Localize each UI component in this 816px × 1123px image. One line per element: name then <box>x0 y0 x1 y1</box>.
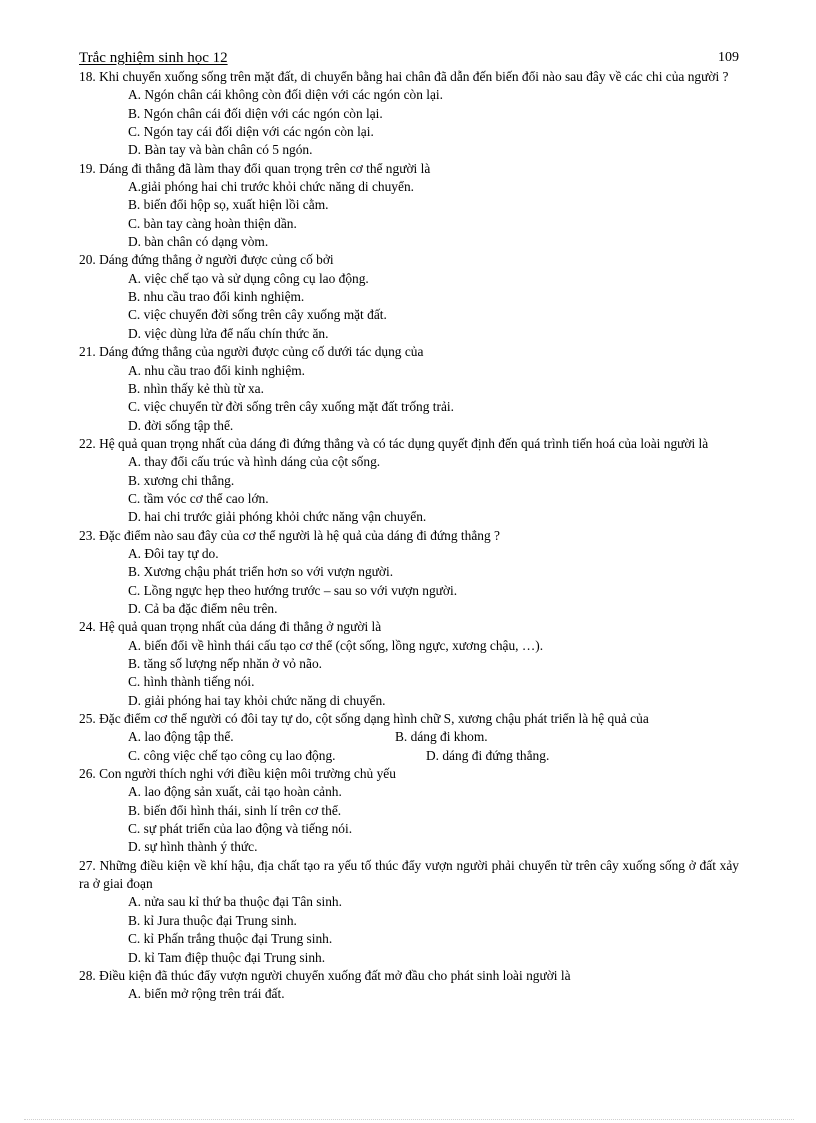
answer-option: D. bàn chân có dạng vòm. <box>128 234 269 250</box>
question-text: 21. Dáng đứng thẳng của người được củng cố dưới tác dụng của <box>79 344 424 360</box>
question-item <box>79 435 739 527</box>
answer-option: C. tầm vóc cơ thể cao lớn. <box>128 490 269 506</box>
question-item <box>79 857 739 967</box>
answer-option: B. biến đổi hộp sọ, xuất hiện lồi cằm. <box>128 197 329 213</box>
answer-option: B. biến đổi hình thái, sinh lí trên cơ thể. <box>128 802 342 818</box>
answer-option: D. đời sống tập thể. <box>128 417 234 433</box>
question-item <box>79 618 739 710</box>
answer-option: A.giải phóng hai chi trước khỏi chức năng di chuyển. <box>128 179 414 195</box>
document-title: Trắc nghiệm sinh học 12 <box>79 50 228 66</box>
page-bottom-rule <box>24 1119 794 1120</box>
question-text: 26. Con người thích nghi với điều kiện môi trường chủ yếu <box>79 766 396 782</box>
question-item <box>79 251 739 343</box>
question-item <box>79 765 739 857</box>
answer-option: A. việc chế tạo và sử dụng công cụ lao động. <box>128 270 369 286</box>
question-item <box>79 160 739 252</box>
answer-option: B. kỉ Jura thuộc đại Trung sinh. <box>128 912 297 928</box>
option-b: B. dáng đi khom. <box>395 729 488 745</box>
option-a: A. lao động tập thể. <box>128 729 234 745</box>
option-c: C. công việc chế tạo công cụ lao động. <box>128 747 336 763</box>
question-text: 23. Đặc điểm nào sau đây của cơ thể người là hệ quả của dáng đi đứng thẳng ? <box>79 527 500 543</box>
answer-option: D. việc dùng lửa để nấu chín thức ăn. <box>128 325 329 341</box>
answer-option: A. Đôi tay tự do. <box>128 545 219 561</box>
page-number: 109 <box>718 50 739 65</box>
answer-option: C. Ngón tay cái đối diện với các ngón còn lại. <box>128 124 374 140</box>
answer-option: A. nhu cầu trao đổi kinh nghiệm. <box>128 362 306 378</box>
question-text: 28. Điều kiện đã thúc đẩy vượn người chuyển xuống đất mở đầu cho phát sinh loài người là <box>79 967 571 983</box>
question-text: 18. Khi chuyển xuống sống trên mặt đất, di chuyển bằng hai chân đã dẫn đến biến đổi nào sau đây về các chi của người ? <box>79 69 729 84</box>
answer-option: A. biến đổi về hình thái cấu tạo cơ thể (cột sống, lồng ngực, xương chậu, …). <box>128 637 544 653</box>
answer-option: D. hai chi trước giải phóng khỏi chức năng vận chuyển. <box>128 509 427 525</box>
page-header <box>79 50 739 68</box>
answer-option: B. nhìn thấy kẻ thù từ xa. <box>128 380 264 396</box>
answer-option: C. việc chuyển đời sống trên cây xuống mặt đất. <box>128 307 387 323</box>
question-item <box>79 967 739 1004</box>
answer-option: B. tăng số lượng nếp nhăn ở vỏ não. <box>128 656 322 671</box>
option-d: D. dáng đi đứng thẳng. <box>426 747 550 763</box>
question-item <box>79 527 739 619</box>
answer-option: C. Lồng ngực hẹp theo hướng trước – sau so với vượn người. <box>128 582 458 598</box>
answer-option: A. thay đổi cấu trúc và hình dáng của cột sống. <box>128 454 381 470</box>
question-item <box>79 68 739 160</box>
answer-option: D. kỉ Tam điệp thuộc đại Trung sinh. <box>128 949 326 965</box>
answer-option: B. nhu cầu trao đổi kinh nghiệm. <box>128 289 305 305</box>
option-row <box>79 728 739 746</box>
answer-option: A. biển mở rộng trên trái đất. <box>128 986 285 1002</box>
answer-option: C. sự phát triển của lao động và tiếng nói. <box>128 821 353 837</box>
answer-option: B. Xương chậu phát triển hơn so với vượn người. <box>128 564 394 580</box>
question-text: 22. Hệ quả quan trọng nhất của dáng đi đứng thẳng và có tác dụng quyết định đến quá trình tiến hoá của loài người là <box>79 435 709 451</box>
question-list <box>79 68 739 1004</box>
question-text: 19. Dáng đi thẳng đã làm thay đổi quan trọng trên cơ thể người là <box>79 160 431 176</box>
question-text: 24. Hệ quả quan trọng nhất của dáng đi thẳng ở người là <box>79 619 382 635</box>
answer-option: C. hình thành tiếng nói. <box>128 674 255 690</box>
answer-option: A. Ngón chân cái không còn đối diện với các ngón còn lại. <box>128 87 443 103</box>
answer-option: D. Cả ba đặc điểm nêu trên. <box>128 600 278 616</box>
question-item <box>79 343 739 435</box>
answer-option: C. việc chuyển từ đời sống trên cây xuống mặt đất trống trải. <box>128 399 454 415</box>
answer-option: C. bàn tay càng hoàn thiện dần. <box>128 215 297 231</box>
question-text: 27. Những điều kiện về khí hậu, địa chất tạo ra yếu tố thúc đẩy vượn người phải chuyển từ trên cây xuống sống ở đất xảy ra ở giai đoạn <box>79 857 739 892</box>
answer-option: B. xương chi thẳng. <box>128 472 235 488</box>
answer-option: B. Ngón chân cái đối diện với các ngón còn lại. <box>128 105 383 121</box>
answer-option: D. sự hình thành ý thức. <box>128 839 258 855</box>
answer-option: A. nửa sau kỉ thứ ba thuộc đại Tân sinh. <box>128 894 342 910</box>
question-text: 25. Đặc điểm cơ thể người có đôi tay tự do, cột sống dạng hình chữ S, xương chậu phát triển là hệ quả của <box>79 711 649 727</box>
answer-option: D. giải phóng hai tay khỏi chức năng di chuyển. <box>128 692 386 708</box>
answer-option: C. kỉ Phấn trắng thuộc đại Trung sinh. <box>128 931 333 947</box>
option-row <box>79 747 739 765</box>
answer-option: A. lao động sản xuất, cải tạo hoàn cảnh. <box>128 784 342 800</box>
question-text: 20. Dáng đứng thẳng ở người được củng cố bởi <box>79 252 334 268</box>
answer-option: D. Bàn tay và bàn chân có 5 ngón. <box>128 142 313 158</box>
question-25 <box>79 710 739 765</box>
